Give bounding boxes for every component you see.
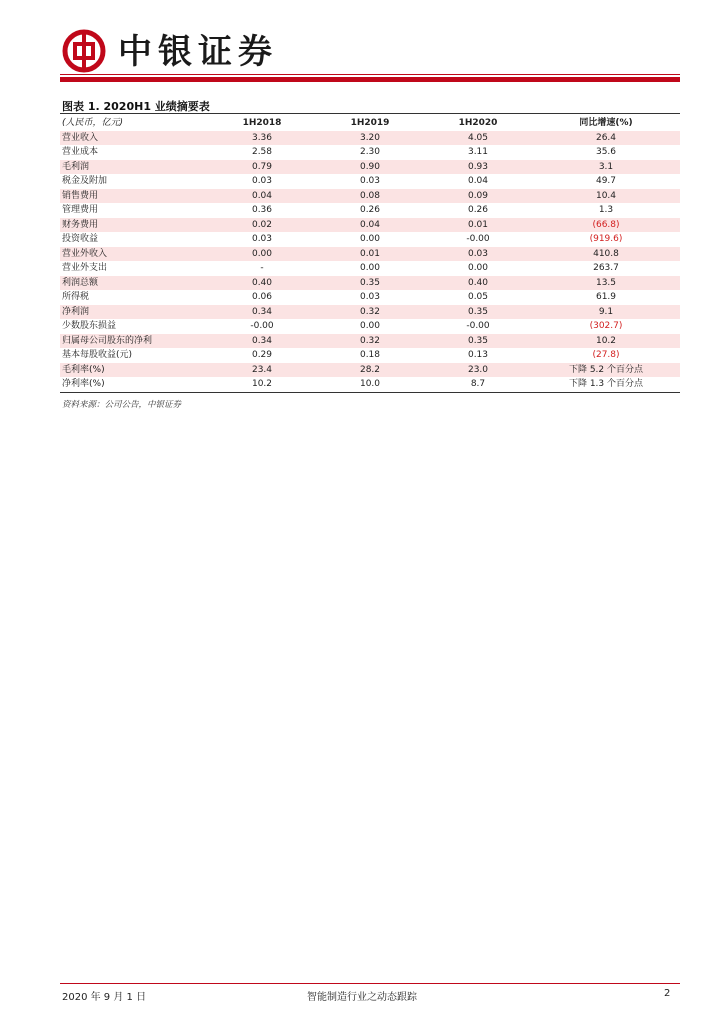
- value-1h2019: 0.01: [359, 248, 381, 259]
- row-label: 营业外支出: [62, 263, 108, 273]
- value-1h2020: 8.7: [424, 377, 532, 392]
- value-yoy-growth: 26.4: [595, 132, 617, 143]
- value-1h2020: 0.40: [467, 277, 489, 288]
- brand-name: 中银证券: [118, 32, 278, 72]
- header-divider-thin: [60, 74, 680, 75]
- table-row: [60, 203, 680, 218]
- value-1h2020: 0.35: [467, 306, 489, 317]
- column-header: 同比增速(%): [579, 118, 633, 128]
- value-1h2019: 0.03: [359, 176, 381, 186]
- footer-date: 2020 年 9 月 1 日: [62, 992, 147, 1003]
- value-1h2019: 28.2: [359, 364, 381, 375]
- table-row: [60, 247, 680, 262]
- value-1h2018: 3.36: [251, 132, 273, 143]
- row-label: 所得税: [62, 292, 90, 302]
- row-label: 毛利润: [62, 161, 90, 172]
- table-row: [60, 131, 680, 146]
- value-1h2018: 0.34: [251, 306, 273, 317]
- row-label: 营业收入: [62, 132, 99, 143]
- row-label: 归属母公司股东的净利: [62, 335, 153, 346]
- row-label: 净利率(%): [60, 377, 208, 392]
- value-yoy-growth: (27.8): [592, 350, 620, 360]
- row-label: 毛利率(%): [62, 364, 105, 375]
- value-1h2018: -: [260, 263, 264, 273]
- value-yoy-growth: 263.7: [593, 263, 619, 273]
- value-1h2020: 4.05: [467, 132, 489, 143]
- value-1h2020: 0.35: [467, 335, 489, 346]
- bank-of-china-logo-icon: [62, 29, 106, 73]
- value-1h2018: 0.02: [251, 219, 273, 230]
- value-yoy-growth: 49.7: [595, 176, 617, 186]
- table-row: [60, 363, 680, 378]
- figure-title-rule: [60, 113, 680, 114]
- value-yoy-growth: 9.1: [598, 306, 614, 317]
- value-1h2018: 10.2: [208, 377, 316, 392]
- value-1h2019: 0.90: [359, 161, 381, 172]
- table-row: [60, 160, 680, 175]
- row-label: 营业成本: [62, 147, 99, 157]
- value-yoy-growth: 10.4: [595, 190, 617, 201]
- value-1h2019: 10.0: [316, 377, 424, 392]
- figure-title: 图表 1. 2020H1 业绩摘要表: [62, 100, 210, 113]
- value-1h2019: 2.30: [359, 147, 381, 157]
- value-1h2019: 0.00: [359, 263, 381, 273]
- value-yoy-growth: 3.1: [598, 161, 614, 172]
- value-1h2018: 0.04: [251, 190, 273, 201]
- value-yoy-growth: 13.5: [595, 277, 617, 288]
- value-yoy-growth: (302.7): [589, 321, 623, 331]
- row-label: 少数股东损益: [62, 321, 117, 331]
- table-row: [60, 232, 680, 247]
- value-1h2018: 0.79: [251, 161, 273, 172]
- page-header: [60, 24, 680, 84]
- table-row: [60, 348, 680, 363]
- footer-report-title: 智能制造行业之动态跟踪: [307, 992, 417, 1003]
- row-label: 财务费用: [62, 219, 99, 230]
- unit-label: (人民币，亿元): [62, 118, 124, 128]
- table-row: [60, 276, 680, 291]
- value-1h2020: 0.13: [467, 350, 489, 360]
- value-yoy-growth: 410.8: [593, 248, 619, 259]
- value-1h2019: 0.32: [359, 335, 381, 346]
- column-header: 1H2019: [350, 118, 390, 128]
- value-1h2018: 0.03: [251, 234, 273, 244]
- value-1h2018: 0.03: [251, 176, 273, 186]
- row-label: 净利润: [62, 306, 90, 317]
- value-1h2018: 0.34: [251, 335, 273, 346]
- value-1h2020: 0.00: [467, 263, 489, 273]
- value-1h2020: 0.03: [467, 248, 489, 259]
- table-row: [60, 305, 680, 320]
- value-1h2020: -0.00: [466, 234, 490, 244]
- value-yoy-growth: (919.6): [589, 234, 623, 244]
- value-1h2019: 0.00: [359, 321, 381, 331]
- value-1h2020: 0.09: [467, 190, 489, 201]
- value-yoy-growth: 61.9: [595, 292, 617, 302]
- value-1h2019: 0.32: [359, 306, 381, 317]
- page-number: 2: [664, 988, 671, 999]
- column-header: 1H2018: [242, 118, 282, 128]
- value-yoy-growth: 下降 1.3 个百分点: [532, 377, 680, 392]
- header-divider: [60, 77, 680, 82]
- value-1h2018: 0.40: [251, 277, 273, 288]
- financial-summary-table: [60, 116, 680, 393]
- table-body: [60, 131, 680, 393]
- value-1h2018: 0.00: [251, 248, 273, 259]
- value-1h2018: 0.06: [251, 292, 273, 302]
- row-label: 利润总额: [62, 277, 99, 288]
- value-1h2020: 0.04: [467, 176, 489, 186]
- value-1h2020: 0.01: [467, 219, 489, 230]
- row-label: 销售费用: [62, 190, 99, 201]
- value-1h2020: -0.00: [466, 321, 490, 331]
- table-row: [60, 261, 680, 276]
- table-row: [60, 319, 680, 334]
- value-1h2019: 0.26: [359, 205, 381, 215]
- value-1h2019: 3.20: [359, 132, 381, 143]
- value-1h2019: 0.35: [359, 277, 381, 288]
- value-1h2020: 0.05: [467, 292, 489, 302]
- value-yoy-growth: 10.2: [595, 335, 617, 346]
- value-1h2020: 23.0: [467, 364, 489, 375]
- value-yoy-growth: 1.3: [598, 205, 614, 215]
- row-label: 基本每股收益(元): [62, 350, 133, 360]
- value-1h2020: 0.93: [467, 161, 489, 172]
- source-note: 资料来源：公司公告，中银证券: [62, 400, 182, 410]
- table-row: [60, 290, 680, 305]
- value-1h2018: 2.58: [251, 147, 273, 157]
- value-1h2019: 0.08: [359, 190, 381, 201]
- value-1h2018: -0.00: [250, 321, 274, 331]
- value-1h2019: 0.00: [359, 234, 381, 244]
- table-header-row: [60, 116, 680, 131]
- row-label: 税金及附加: [62, 176, 108, 186]
- value-yoy-growth: 35.6: [595, 147, 617, 157]
- value-1h2019: 0.03: [359, 292, 381, 302]
- row-label: 营业外收入: [62, 248, 108, 259]
- value-yoy-growth: 下降 5.2 个百分点: [568, 364, 644, 375]
- value-1h2020: 3.11: [467, 147, 489, 157]
- value-yoy-growth: (66.8): [592, 219, 620, 230]
- table-row: [60, 189, 680, 204]
- table-row: [60, 145, 680, 160]
- value-1h2018: 0.36: [251, 205, 273, 215]
- table-row: [60, 334, 680, 349]
- footer-divider: [60, 983, 680, 984]
- value-1h2018: 0.29: [251, 350, 273, 360]
- row-label: 投资收益: [62, 234, 99, 244]
- table-row: [60, 174, 680, 189]
- row-label: 管理费用: [62, 205, 99, 215]
- table-row: [60, 218, 680, 233]
- value-1h2018: 23.4: [251, 364, 273, 375]
- value-1h2019: 0.04: [359, 219, 381, 230]
- value-1h2019: 0.18: [359, 350, 381, 360]
- column-header: 1H2020: [458, 118, 498, 128]
- table-row: [60, 377, 680, 392]
- value-1h2020: 0.26: [467, 205, 489, 215]
